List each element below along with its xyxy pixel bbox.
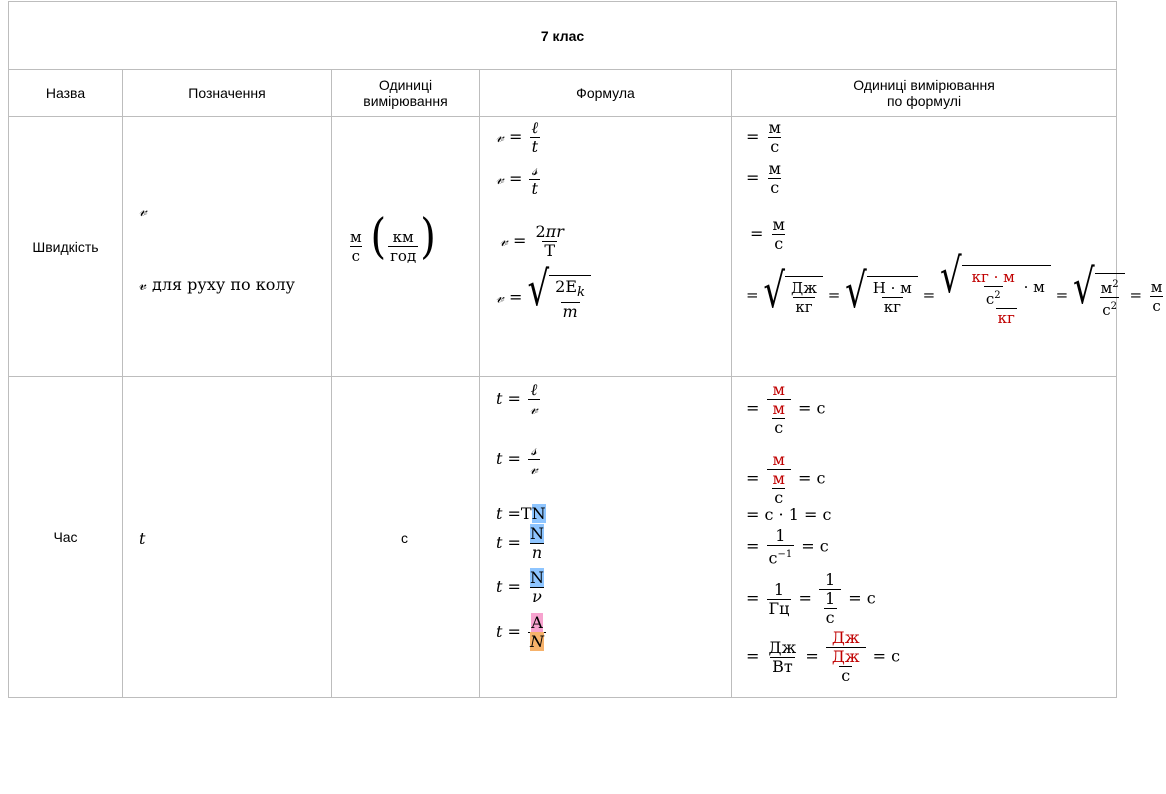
formula-v-energy: 𝓋 = √ $2E_k$ m [496, 275, 591, 321]
row-name-speed: Швидкість [9, 117, 123, 377]
row-name-time: Час [9, 377, 123, 698]
physics-table [8, 1, 1163, 698]
row-units-time [332, 377, 480, 698]
row-units-formula-speed: = м с = м с = м с = √ Дж кг = √ Н · м кг = √ кг · м $с^2$ · м кг = √ $м^2$ $с^2$ = м с [732, 117, 1117, 377]
header-name: Назва [9, 70, 123, 117]
row-formula-time: t = ℓ 𝓋 t = 𝓈 𝓋 t =TN t = $\frac{N}{n}$ t = $\frac{N}{\nu}$ t = $\frac{A}{N}$ [480, 377, 732, 698]
header-units-by-formula: Одиниці вимірювання по формулі [732, 70, 1117, 117]
formula-v-s-t: 𝓋 = 𝓈 t [496, 160, 538, 198]
row-formula-speed [480, 117, 732, 377]
row-units-speed [332, 117, 480, 377]
table-row [9, 377, 1117, 698]
symbol-v-circle: 𝓋 для руху по колу [139, 275, 295, 294]
row-symbol-speed [123, 117, 332, 377]
units-energy-derivation: = √ Дж кг = √ Н · м кг = √ кг · м $с^2$ · м кг = √ $м^2$ $с^2$ = м с [746, 248, 1163, 327]
formula-v-l-t: 𝓋 = ℓ t [496, 118, 539, 156]
table-title: 7 клас [9, 2, 1117, 70]
header-units: Одиниці вимірювання [332, 70, 480, 117]
row-symbol-time [123, 377, 332, 698]
unit-s: с [401, 530, 408, 546]
header-formula: Формула [480, 70, 732, 117]
formula-v-circle: 𝓋 = $\frac{2\pi r}{T}$ [500, 222, 564, 260]
symbol-t: t [139, 529, 146, 548]
table-row [9, 117, 1117, 377]
symbol-v: 𝓋 [139, 201, 147, 220]
unit-ms: м с ( км год ) [350, 209, 436, 265]
header-symbol: Позначення [123, 70, 332, 117]
row-units-formula-time: = м м с = с = м м с = с = с · 1 = с = 1 $с^{-1}$ = с = 1 Гц = 1 1 с = с = Дж Вт = Дж Дж с = с [732, 377, 1117, 698]
